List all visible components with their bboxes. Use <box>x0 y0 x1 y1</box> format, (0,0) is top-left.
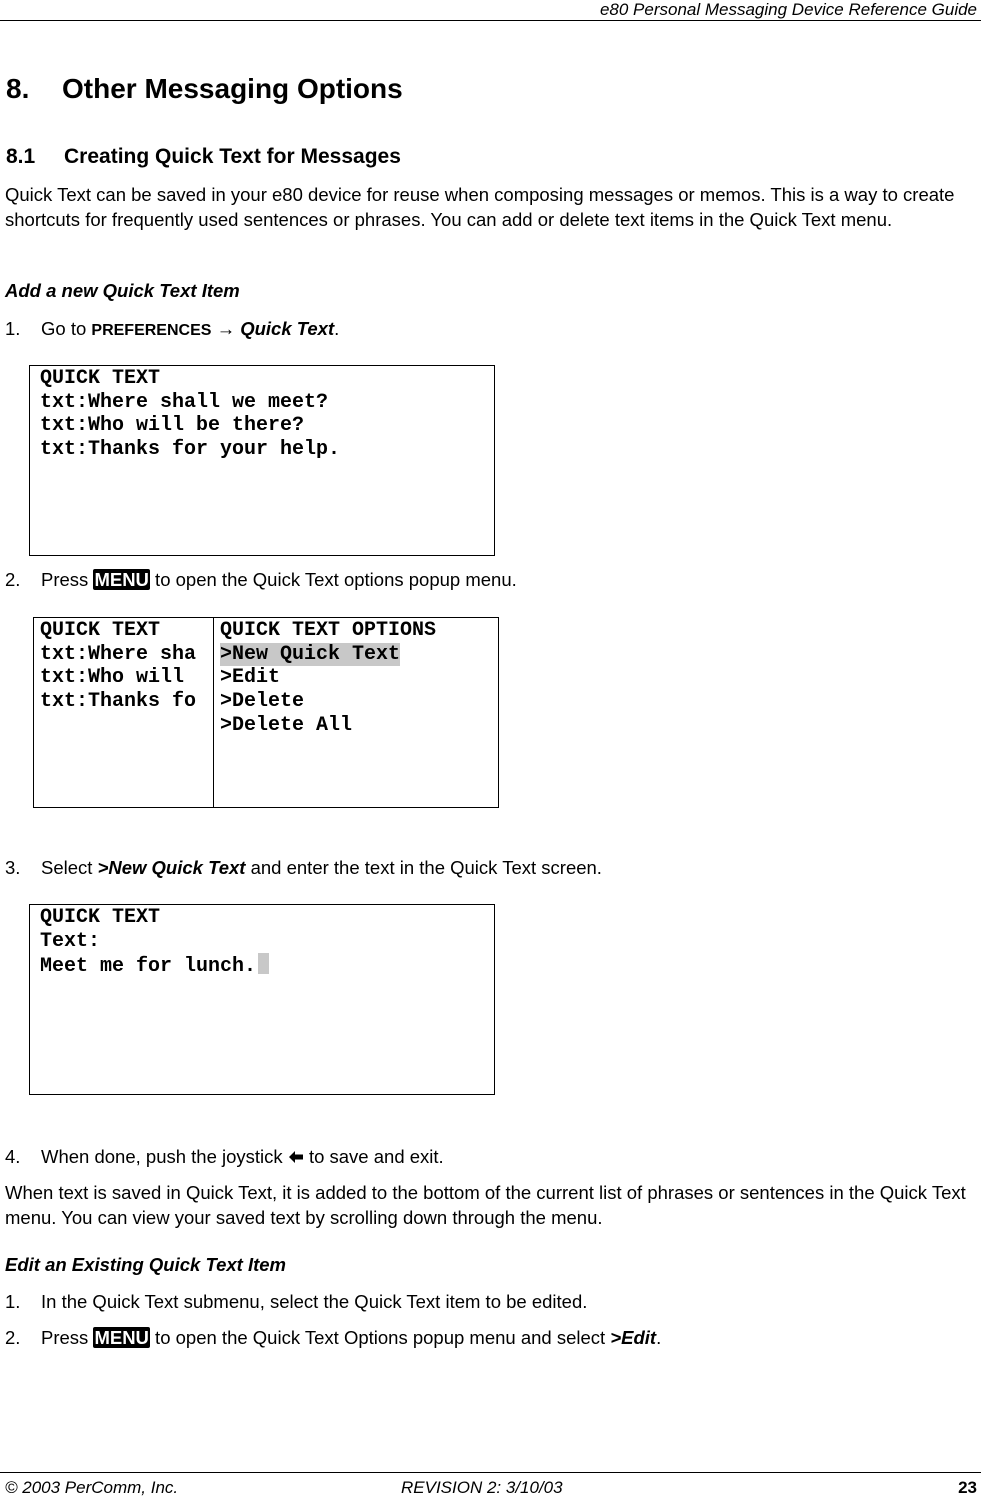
options-menu-title: QUICK TEXT OPTIONS <box>220 619 437 642</box>
device-screen-quick-text-list <box>29 365 495 556</box>
screen-title: QUICK TEXT <box>40 619 161 642</box>
text-field-label: Text: <box>40 929 101 953</box>
step-number: 1. <box>5 318 21 339</box>
footer-copyright: © 2003 PerComm, Inc. <box>5 1478 179 1497</box>
menu-key: MENU <box>94 1327 149 1348</box>
quick-text-item[interactable]: txt:Thanks for your help. <box>40 438 341 462</box>
step-suffix: and enter the text in the Quick Text screen. <box>245 857 602 878</box>
text-cursor <box>258 953 269 974</box>
quick-text-item: txt:Where sha <box>40 642 197 666</box>
subsection-heading <box>6 145 401 169</box>
add-step-4 <box>5 1146 444 1168</box>
right-arrow-icon: → <box>216 318 236 339</box>
section-heading <box>6 73 403 105</box>
device-screen-quick-text-entry <box>29 904 495 1095</box>
step-middle: to open the Quick Text Options popup menu and select <box>149 1327 611 1348</box>
option-new-quick-text[interactable] <box>220 643 492 667</box>
screen-title: QUICK TEXT <box>40 367 161 390</box>
edit-emphasis: >Edit <box>610 1327 657 1348</box>
background-list-column <box>34 618 214 807</box>
subsection-title: Creating Quick Text for Messages <box>64 145 401 168</box>
add-step-3 <box>5 857 602 879</box>
step-number: 3. <box>5 857 21 878</box>
step-prefix: Press <box>41 1327 94 1348</box>
document-header-title: e80 Personal Messaging Device Reference Guide <box>599 0 977 19</box>
menu-target-quick-text: Quick Text <box>240 318 335 339</box>
subsection-number: 8.1 <box>6 145 36 168</box>
header-rule <box>0 20 981 21</box>
add-step-2 <box>5 569 517 591</box>
step-number: 2. <box>5 569 21 590</box>
quick-text-item[interactable]: txt:Who will be there? <box>40 414 305 438</box>
add-step-1 <box>5 318 339 340</box>
step-prefix: Select <box>41 857 98 878</box>
options-popup-menu <box>214 618 498 807</box>
edit-quick-text-heading: Edit an Existing Quick Text Item <box>5 1254 286 1275</box>
step-prefix: Go to <box>41 318 92 339</box>
new-quick-text-emphasis: >New Quick Text <box>97 857 246 878</box>
step-number: 1. <box>5 1291 21 1312</box>
quick-text-item: txt:Who will <box>40 666 185 690</box>
edit-step-2 <box>5 1327 661 1349</box>
device-screen-quick-text-options <box>33 617 499 808</box>
edit-step-1 <box>5 1291 587 1313</box>
footer-revision: REVISION 2: 3/10/03 <box>401 1478 563 1497</box>
step-suffix: . <box>656 1327 662 1348</box>
section-number: 8. <box>6 73 30 104</box>
option-edit[interactable]: >Edit <box>220 666 281 690</box>
menu-path-preferences: PREFERENCES <box>91 322 212 339</box>
step-number: 4. <box>5 1146 21 1167</box>
step-number: 2. <box>5 1327 21 1348</box>
intro-paragraph: Quick Text can be saved in your e80 device for reuse when composing messages or memos. This is a way to create shortcuts for frequently used sentences or phrases. You can add or delete text items in the Quick Text menu. <box>5 184 955 230</box>
step-suffix: to open the Quick Text options popup menu. <box>149 569 517 590</box>
step-suffix: . <box>334 318 340 339</box>
step-prefix: When done, push the joystick <box>41 1146 288 1167</box>
step-suffix: to save and exit. <box>303 1146 444 1167</box>
page-number: 23 <box>958 1478 977 1497</box>
option-delete-all[interactable]: >Delete All <box>220 713 353 737</box>
joystick-left-arrow-icon <box>288 1146 304 1167</box>
footer-rule <box>0 1472 981 1473</box>
add-quick-text-heading: Add a new Quick Text Item <box>5 280 240 301</box>
step-text: In the Quick Text submenu, select the Quick Text item to be edited. <box>41 1291 588 1312</box>
section-title: Other Messaging Options <box>62 73 403 104</box>
step-prefix: Press <box>41 569 94 590</box>
quick-text-item: txt:Thanks fo <box>40 690 197 714</box>
after-save-note: When text is saved in Quick Text, it is added to the bottom of the current list of phrases or sentences in the Quick Text menu. You can view your saved text by scrolling down through the menu. <box>5 1182 966 1228</box>
quick-text-item[interactable]: txt:Where shall we meet? <box>40 390 329 414</box>
text-entry-field[interactable] <box>40 953 484 977</box>
option-new-quick-text-label: >New Quick Text <box>220 642 401 666</box>
option-delete[interactable]: >Delete <box>220 690 305 714</box>
text-entry-value: Meet me for lunch. <box>40 955 257 979</box>
menu-key: MENU <box>94 569 149 590</box>
screen-title: QUICK TEXT <box>40 906 161 929</box>
